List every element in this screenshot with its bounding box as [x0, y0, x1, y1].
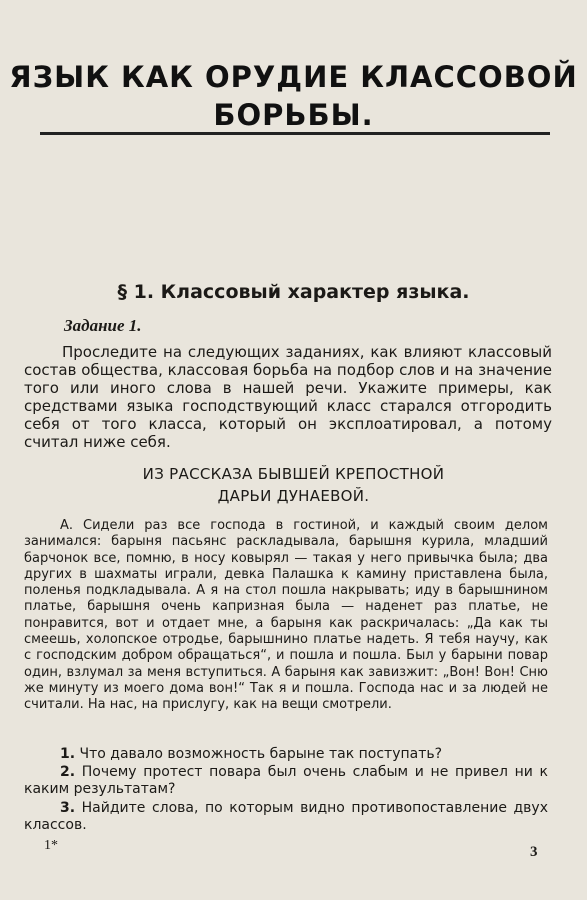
- question-1: [24, 746, 548, 763]
- question-text: Найдите слова, по которым видно противопоставление двух классов.: [24, 800, 548, 833]
- task-label: Задание 1.: [64, 316, 142, 335]
- question-number: 3.: [60, 800, 76, 816]
- question-2: [24, 764, 548, 797]
- page-number: 3: [530, 844, 538, 860]
- story-title-line-1: ИЗ РАССКАЗА БЫВШЕЙ КРЕПОСТНОЙ: [142, 465, 445, 483]
- task-intro-paragraph: Проследите на следующих заданиях, как влияют классовый состав общества, классовая борьба на подбор слов и на значение того или иного слова в нашей речи. Укажите примеры, как средствами языка господствующий класс старался отгородить себя от того класса, который он эксплоатировал, а потому считал ниже себя.: [24, 343, 552, 451]
- question-text: Что давало возможность барыне так поступать?: [79, 746, 443, 762]
- question-text: Почему протест повара был очень слабым и не привел ни к каким результатам?: [24, 764, 548, 797]
- title-underline: [40, 132, 550, 135]
- question-3: [24, 800, 548, 833]
- story-title-line-2: ДАРЬИ ДУНАЕВОЙ.: [217, 487, 370, 505]
- chapter-title-line-2: БОРЬБЫ.: [213, 98, 374, 132]
- story-paragraph: А. Сидели раз все господа в гостиной, и каждый своим делом занимался: барыня пасьянс раскладывала, барышня курила, младший барчонок все, помню, в носу ковырял — такая у него привычка была; два других в шахматы играли, девка Палашка к камину приставлена была, поленья подкладывала. А я на стол пошла накрывать; иду в барышнином платье, барышня очень капризная была — наденет раз платье, не понравится, вот и отдает мне, а барыня как раскричалась: „Да как ты смеешь, холопское отродье, барышнино платье надеть. Я тебя научу, как с господским добром обращаться“, и пошла и пошла. Был у барыни повар один, взлумал за меня вступиться. А барыня как завизжит: „Вон! Вон! Сню же минуту из моего дома вон!“ Так я и пошла. Господа нас и за людей не считали. На нас, на прислугу, как на вещи смотрели.: [24, 518, 548, 713]
- section-heading: § 1. Классовый характер языка.: [117, 281, 470, 303]
- printer-signature-mark: 1*: [44, 838, 58, 853]
- question-number: 1.: [60, 746, 76, 762]
- chapter-title-line-1: ЯЗЫК КАК ОРУДИЕ КЛАССОВОЙ: [9, 60, 578, 94]
- question-number: 2.: [60, 764, 76, 780]
